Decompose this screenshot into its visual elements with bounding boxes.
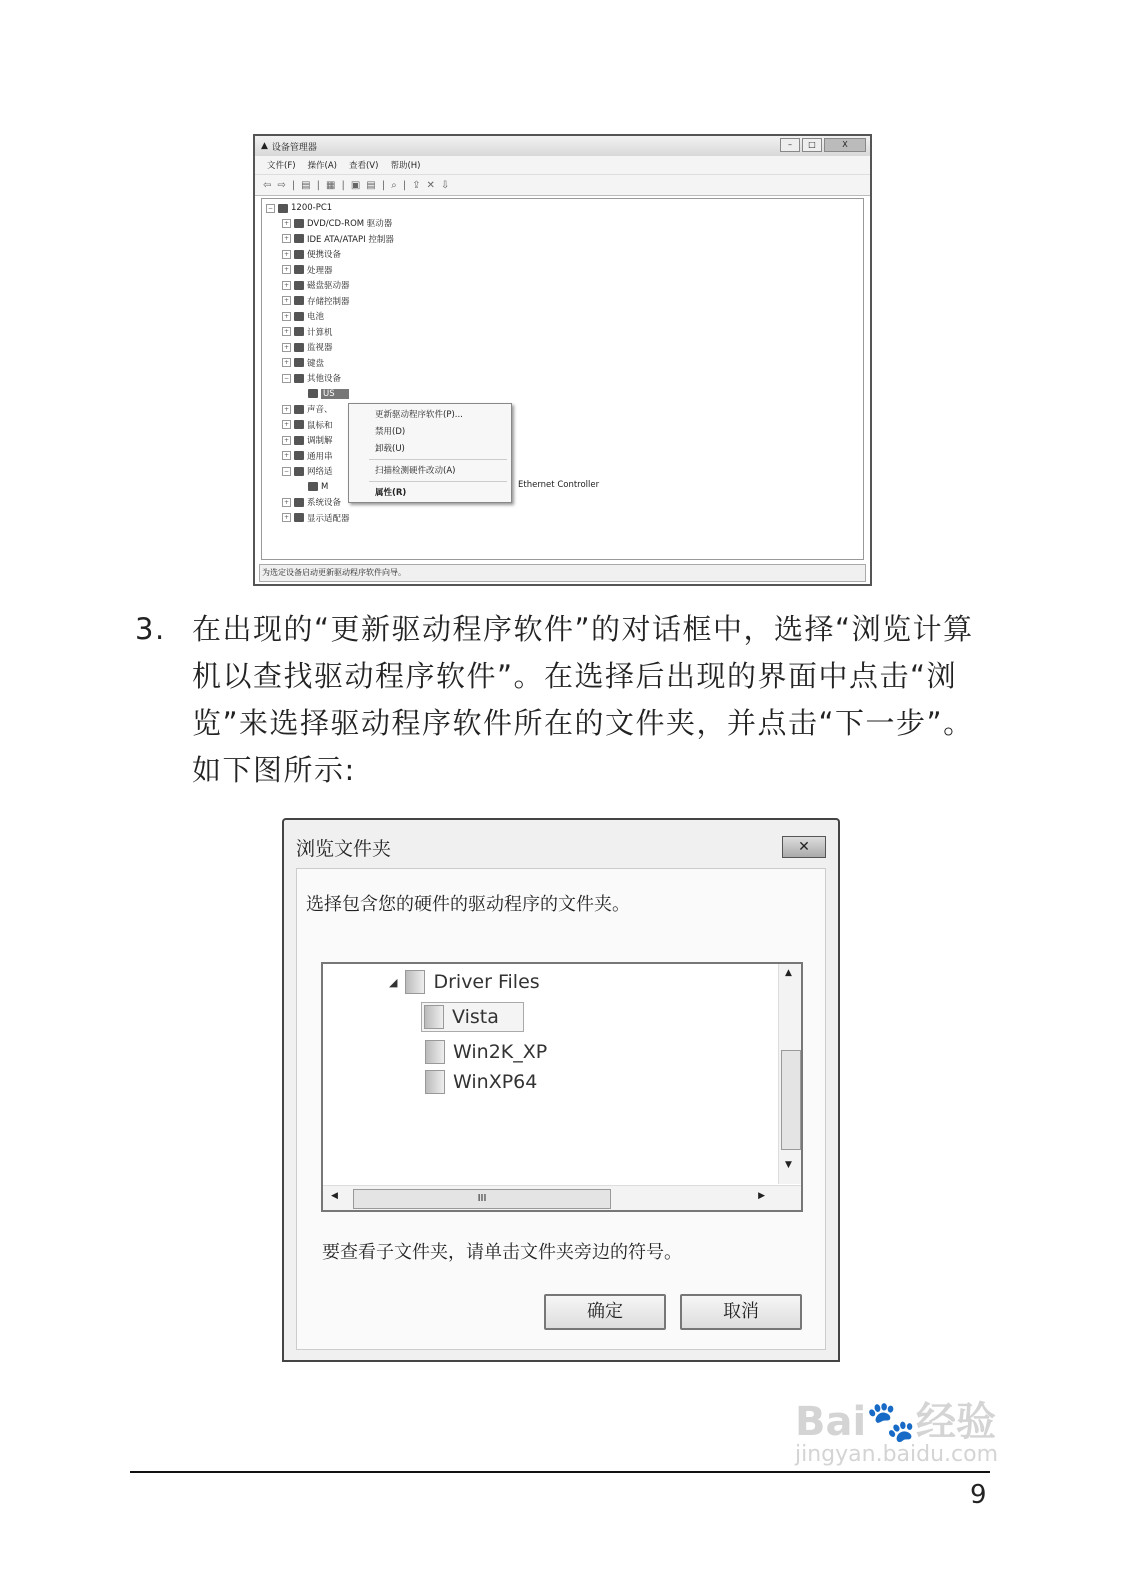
- console-icon[interactable]: ▦: [325, 179, 336, 191]
- expand-toggle[interactable]: +: [283, 498, 290, 506]
- device-icon: [294, 420, 304, 429]
- tree-label: M: [321, 481, 329, 492]
- tree-label: 便携设备: [307, 250, 342, 260]
- expand-toggle[interactable]: +: [283, 312, 290, 320]
- tree-item[interactable]: [282, 511, 350, 525]
- folder-icon: [405, 970, 425, 994]
- help-icon[interactable]: ▣: [350, 179, 361, 191]
- vertical-scrollbar[interactable]: [778, 964, 801, 1184]
- watermark-logo: Bai🐾经验: [795, 1399, 997, 1445]
- expand-toggle[interactable]: −: [283, 467, 290, 475]
- update-driver-icon[interactable]: ⇪: [412, 179, 421, 191]
- tree-label: 通用串: [307, 451, 333, 462]
- horizontal-scrollbar[interactable]: [323, 1185, 801, 1210]
- scroll-down-icon[interactable]: ▼: [785, 1160, 792, 1170]
- tree-item[interactable]: [282, 433, 333, 447]
- tree-label: 键盘: [307, 358, 325, 369]
- tree-label: IDE ATA/ATAPI 控制器: [307, 234, 394, 245]
- device-manager-icon: ▲: [261, 141, 268, 151]
- device-icon: [294, 250, 304, 259]
- tree-label: 磁盘驱动器: [307, 281, 350, 291]
- expand-toggle[interactable]: +: [283, 297, 290, 304]
- folder-driver-files[interactable]: [389, 970, 540, 994]
- tree-label: 鼠标和: [307, 420, 333, 431]
- folder-winxp64[interactable]: [425, 1070, 537, 1094]
- maximize-button[interactable]: □: [802, 138, 822, 152]
- menu-separator: [369, 481, 507, 482]
- scroll-thumb[interactable]: III: [353, 1189, 611, 1209]
- tree-item[interactable]: [282, 325, 333, 339]
- status-bar: 为选定设备启动更新驱动程序软件向导。: [259, 564, 866, 582]
- step-text: 在出现的“更新驱动程序软件”的对话框中，选择“浏览计算机以查找驱动程序软件”。在选择后出现的界面中点击“浏览”来选择驱动程序软件所在的文件夹，并点击“下一步”。如下图所示:: [192, 612, 974, 787]
- scroll-up-icon[interactable]: ▲: [785, 968, 792, 978]
- tree-item[interactable]: [282, 247, 341, 261]
- dialog-hint: 要查看子文件夹，请单击文件夹旁边的符号。: [322, 1242, 682, 1263]
- menu-separator: [369, 459, 507, 460]
- tree-item[interactable]: [308, 480, 328, 494]
- tree-label: 1200-PC1: [291, 203, 333, 213]
- tree-item[interactable]: [282, 495, 341, 509]
- tree-item[interactable]: [282, 294, 350, 308]
- tree-item[interactable]: [282, 216, 392, 230]
- device-icon: [294, 374, 304, 383]
- menu-disable[interactable]: 禁用(D): [375, 427, 406, 437]
- expand-toggle[interactable]: +: [283, 343, 290, 351]
- expand-toggle[interactable]: +: [283, 328, 290, 335]
- tree-root[interactable]: − 1200-PC1: [267, 203, 333, 213]
- menu-file[interactable]: 文件(F): [267, 161, 296, 171]
- tree-label: 系统设备: [307, 498, 342, 508]
- tree-item[interactable]: [282, 278, 350, 292]
- ok-button[interactable]: 确定: [544, 1294, 666, 1330]
- device-icon: [294, 405, 304, 414]
- device-icon: [294, 296, 304, 305]
- forward-icon[interactable]: ⇨: [277, 179, 286, 191]
- tree-item[interactable]: [282, 464, 333, 478]
- scan-icon[interactable]: ⌕: [391, 179, 397, 191]
- expand-toggle[interactable]: +: [283, 514, 290, 521]
- tree-label: DVD/CD-ROM 驱动器: [307, 219, 393, 229]
- expand-toggle[interactable]: +: [283, 281, 290, 289]
- device-icon: [294, 265, 304, 274]
- folder-label: WinXP64: [453, 1071, 538, 1093]
- dialog-title: 浏览文件夹: [296, 838, 392, 860]
- expand-toggle[interactable]: +: [283, 266, 290, 273]
- uninstall-icon[interactable]: ⇩: [440, 179, 450, 191]
- properties-icon[interactable]: ▤: [301, 179, 311, 191]
- window-title: 设备管理器: [271, 142, 317, 153]
- tree-label: 声音、: [307, 405, 333, 415]
- minimize-button[interactable]: –: [780, 138, 800, 152]
- menu-action[interactable]: 操作(A): [307, 161, 337, 171]
- menu-update-driver[interactable]: 更新驱动程序软件(P)...: [375, 410, 463, 420]
- tree-item[interactable]: [282, 356, 324, 370]
- computer-icon: [278, 204, 288, 213]
- tree-label: 存储控制器: [307, 296, 350, 307]
- device-icon: [294, 219, 304, 228]
- folder-icon: [425, 1070, 445, 1094]
- tree-item[interactable]: [282, 232, 394, 246]
- tree-label: 显示适配器: [307, 513, 350, 524]
- tree-item[interactable]: [282, 340, 333, 354]
- disable-icon[interactable]: ✕: [426, 179, 435, 191]
- toolbar: ⇦ ⇨ | ▤ | ▦ | ▣ ▤ | ⌕ | ⇪ ✕ ⇩: [255, 175, 870, 196]
- device-icon: [294, 513, 304, 522]
- tree-item[interactable]: [282, 449, 333, 463]
- menu-view[interactable]: 查看(V): [348, 161, 379, 171]
- tree-label: 监视器: [307, 343, 333, 353]
- folder-label: Win2K_XP: [453, 1041, 548, 1063]
- menu-properties[interactable]: 属性(R): [375, 488, 407, 498]
- folder-icon: [424, 1005, 444, 1029]
- menu-help[interactable]: 帮助(H): [390, 161, 421, 171]
- device-icon: [294, 451, 304, 460]
- device-icon: [294, 467, 304, 476]
- folder-icon: [425, 1040, 445, 1064]
- expand-toggle[interactable]: +: [283, 405, 290, 413]
- tree-item[interactable]: [282, 371, 341, 385]
- device-icon: [294, 312, 304, 321]
- device-icon: [294, 281, 304, 290]
- cancel-button[interactable]: 取消: [680, 1294, 802, 1330]
- folder-tree: [321, 962, 803, 1212]
- device-icon: [308, 389, 318, 398]
- tree-label: 处理器: [307, 265, 333, 276]
- folder-label: Vista: [452, 1006, 499, 1028]
- context-menu: [348, 403, 512, 503]
- expand-toggle[interactable]: +: [283, 250, 290, 258]
- expand-toggle[interactable]: +: [283, 452, 290, 459]
- tree-label: US: [321, 389, 349, 399]
- device-icon: [294, 436, 304, 445]
- device-tree: [261, 198, 864, 560]
- folder-label: Driver Files: [433, 971, 540, 993]
- tree-item[interactable]: [282, 402, 333, 416]
- expand-arrow-icon[interactable]: ◢: [389, 975, 398, 989]
- menu-bar: [255, 156, 870, 175]
- expand-toggle[interactable]: +: [283, 235, 290, 242]
- expand-toggle[interactable]: +: [283, 436, 290, 444]
- tree-item[interactable]: [282, 309, 324, 323]
- close-button[interactable]: X: [824, 138, 866, 152]
- ethernet-suffix: Ethernet Controller: [518, 480, 600, 490]
- device-icon: [308, 482, 318, 491]
- expand-toggle[interactable]: −: [283, 374, 290, 382]
- device-icon: [294, 498, 304, 507]
- device-icon: [294, 343, 304, 352]
- folder-win2k-xp[interactable]: [425, 1040, 547, 1064]
- step-number: 3.: [135, 612, 166, 646]
- back-icon[interactable]: ⇦: [263, 179, 272, 191]
- tree-item[interactable]: [282, 418, 333, 432]
- expand-toggle[interactable]: +: [283, 359, 290, 366]
- device-icon: [294, 234, 304, 243]
- close-button[interactable]: ✕: [782, 836, 826, 858]
- expand-toggle[interactable]: +: [283, 219, 290, 227]
- browse-folder-dialog: [282, 818, 840, 1362]
- scroll-left-icon[interactable]: ◀: [331, 1191, 338, 1201]
- scroll-right-icon[interactable]: ▶: [758, 1191, 765, 1201]
- title-bar: [255, 136, 870, 156]
- tree-label: 调制解: [307, 436, 333, 446]
- scroll-thumb[interactable]: [781, 1050, 801, 1150]
- device-manager-screenshot: [253, 134, 872, 586]
- menu-uninstall[interactable]: 卸载(U): [375, 444, 405, 454]
- device-icon: [294, 327, 304, 336]
- watermark-url: jingyan.baidu.com: [795, 1442, 999, 1467]
- tree-label: 网络适: [307, 467, 333, 477]
- tree-label: 其他设备: [307, 374, 342, 384]
- expand-toggle[interactable]: +: [283, 421, 290, 428]
- folder-vista[interactable]: [421, 1002, 524, 1032]
- tree-label: 电池: [307, 312, 325, 322]
- menu-scan[interactable]: 扫描检测硬件改动(A): [375, 466, 456, 476]
- tree-item[interactable]: [308, 387, 349, 401]
- tree-item[interactable]: [282, 263, 333, 277]
- dialog-prompt: 选择包含您的硬件的驱动程序的文件夹。: [306, 894, 630, 915]
- baidu-watermark: [795, 1376, 1055, 1476]
- tree-label: 计算机: [307, 327, 333, 338]
- device-icon: [294, 358, 304, 367]
- page-number: 9: [970, 1480, 987, 1510]
- view-icon[interactable]: ▤: [366, 179, 376, 191]
